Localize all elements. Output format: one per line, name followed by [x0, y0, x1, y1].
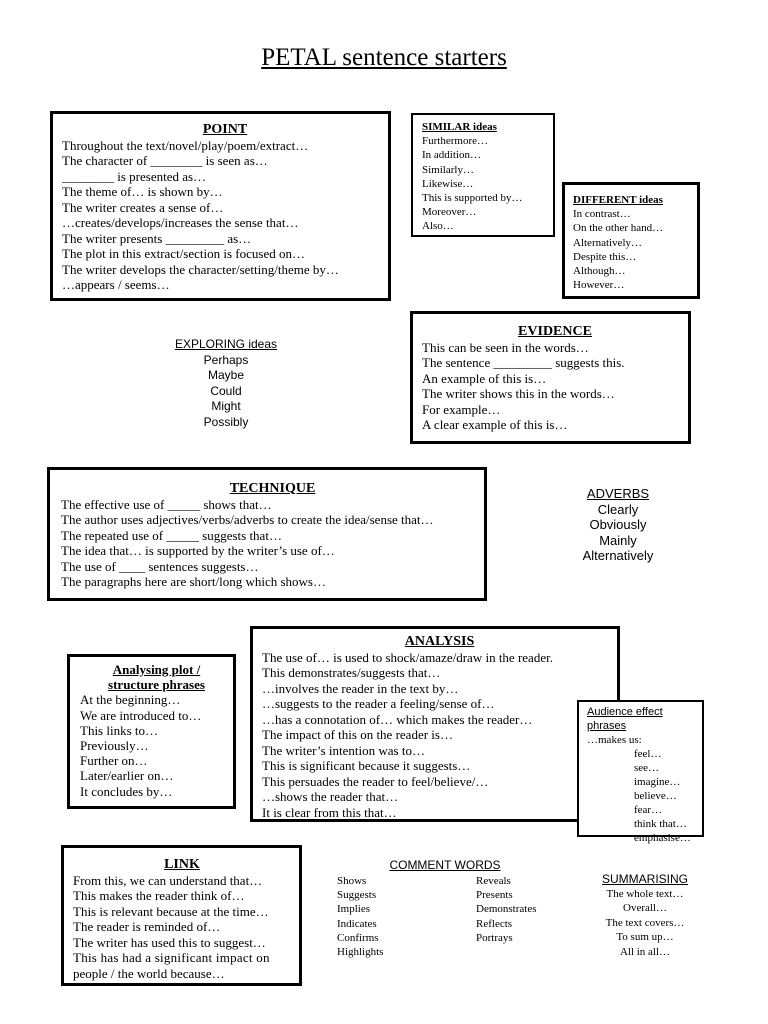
evidence-heading: EVIDENCE [518, 324, 592, 339]
point-line: The writer develops the character/setting/theme by… [62, 261, 339, 277]
link-line: This is relevant because at the time… [73, 903, 269, 919]
similar-line: This is supported by… [422, 192, 523, 205]
similar-line: Similarly… [422, 163, 474, 176]
analysis-line: The use of… is used to shock/amaze/draw in the reader. [262, 649, 553, 665]
comment-word: Suggests [337, 889, 377, 902]
adverbs-line: Clearly [597, 501, 639, 517]
comment-word: Presents [476, 889, 513, 902]
plot-line: It concludes by… [80, 783, 173, 799]
comment-word: Reveals [476, 875, 511, 887]
point-line: The writer presents _________ as… [62, 230, 252, 246]
technique-line: The use of ____ sentences suggests… [61, 558, 259, 574]
audience-line: believe… [634, 790, 677, 802]
analysis-heading: ANALYSIS [404, 634, 475, 649]
analysis-line: It is clear from this that… [262, 804, 397, 820]
audience-line: emphasise… [634, 832, 691, 844]
comment-word: Highlights [337, 946, 384, 959]
similar-line: Also… [422, 220, 454, 233]
technique-box [47, 467, 487, 601]
evidence-line: An example of this is… [422, 370, 547, 386]
summarising-heading: SUMMARISING [601, 872, 688, 886]
comment-word: Indicates [337, 917, 377, 930]
similar-line: In addition… [422, 149, 481, 162]
comment-word: Implies [337, 903, 370, 916]
evidence-box [410, 311, 691, 444]
point-line: The writer creates a sense of… [62, 199, 224, 215]
evidence-line: The writer shows this in the words… [422, 386, 615, 401]
plot-line: Further on… [80, 753, 148, 769]
analysis-line: This is significant because it suggests… [262, 758, 471, 773]
evidence-line: For example… [422, 401, 501, 417]
point-box [50, 111, 391, 301]
audience-heading: Audience effect phrases [587, 706, 663, 732]
exploring-line: Could [210, 383, 242, 398]
link-line: The writer has used this to suggest… [73, 934, 266, 950]
comment-word: Shows [337, 875, 367, 887]
point-line: The theme of… is shown by… [62, 184, 223, 199]
similar-line: Furthermore… [422, 135, 488, 148]
exploring-line: Perhaps [203, 352, 249, 367]
analysis-line: The writer’s intention was to… [262, 742, 425, 758]
exploring-line: Might [211, 399, 241, 413]
adverbs [553, 486, 683, 564]
similar-line: Moreover… [422, 206, 477, 219]
different-line: Alternatively… [573, 236, 643, 249]
plot-line: This links to… [80, 722, 159, 738]
analysis-box [250, 626, 620, 822]
comment-word: Portrays [476, 931, 513, 944]
link-line: people / the world because… [73, 965, 225, 981]
audience-line: think that… [634, 818, 687, 830]
technique-line: The idea that… is supported by the writer’s use of… [61, 543, 335, 558]
summarising-line: To sum up… [616, 931, 674, 944]
comment-words-col1 [337, 874, 383, 959]
point-line: …creates/develops/increases the sense that… [62, 215, 299, 230]
point-line: ________ is presented as… [62, 168, 207, 184]
plot-line: We are introduced to… [80, 707, 202, 723]
analysis-line: The impact of this on the reader is… [262, 727, 453, 742]
plot-heading-line2: structure phrases [108, 677, 205, 693]
different-line: In contrast… [573, 208, 631, 221]
audience-effect-box [577, 700, 704, 844]
summarising-line: Overall… [623, 902, 667, 915]
analysis-line: …shows the reader that… [262, 789, 399, 804]
comment-word: Reflects [476, 917, 513, 930]
audience-intro: …makes us: [587, 734, 642, 746]
different-line: Although… [573, 265, 626, 278]
plot-heading-line1: Analysing plot / [112, 662, 201, 677]
audience-line: see… [634, 762, 660, 774]
analysis-line: This persuades the reader to feel/believe/… [262, 773, 489, 789]
summarising [575, 872, 715, 960]
comment-word: Confirms [337, 931, 379, 944]
link-line: This has had a significant impact on [73, 950, 270, 965]
link-line: The reader is reminded of… [73, 919, 221, 934]
evidence-line: This can be seen in the words… [422, 339, 589, 355]
different-line: However… [573, 279, 625, 292]
point-line: Throughout the text/novel/play/poem/extract… [62, 137, 309, 153]
analysis-line: This demonstrates/suggests that… [262, 665, 441, 680]
summarising-line: The whole text… [606, 887, 684, 900]
similar-heading: SIMILAR ideas [422, 121, 497, 133]
analysis-line: …involves the reader in the text by… [262, 680, 459, 696]
adverbs-heading: ADVERBS [586, 486, 650, 501]
adverbs-line: Obviously [589, 517, 647, 532]
different-line: On the other hand… [573, 222, 664, 235]
exploring-line: Maybe [207, 368, 245, 382]
different-heading: DIFFERENT ideas [573, 194, 663, 206]
different-ideas-box [562, 182, 700, 299]
technique-line: The author uses adjectives/verbs/adverbs to create the idea/sense that… [61, 512, 434, 527]
comment-words-col2 [476, 874, 536, 945]
comment-words-heading: COMMENT WORDS [389, 858, 501, 872]
plot-line: Later/earlier on… [80, 768, 174, 784]
exploring-ideas [156, 337, 296, 430]
similar-ideas-box [411, 113, 555, 237]
exploring-heading: EXPLORING ideas [174, 337, 278, 351]
evidence-line: A clear example of this is… [422, 417, 568, 432]
plot-line: At the beginning… [80, 692, 181, 708]
technique-line: The repeated use of _____ suggests that… [61, 527, 282, 543]
point-heading: POINT [202, 122, 248, 137]
summarising-line: The text covers… [605, 916, 685, 929]
different-line: Despite this… [573, 250, 637, 263]
plot-structure-box [67, 654, 236, 809]
link-box [61, 845, 302, 986]
technique-heading: TECHNIQUE [229, 481, 316, 496]
audience-line: imagine… [634, 776, 681, 788]
plot-line: Previously… [80, 738, 149, 754]
link-line: This makes the reader think of… [73, 888, 245, 903]
summarising-line: All in all… [619, 945, 671, 958]
comment-word: Demonstrates [476, 903, 537, 916]
analysis-line: …has a connotation of… which makes the reader… [262, 711, 533, 727]
technique-line: The effective use of _____ shows that… [61, 496, 272, 512]
exploring-line: Possibly [203, 414, 249, 429]
analysis-line: …suggests to the reader a feeling/sense of… [262, 696, 495, 711]
page-title: PETAL sentence starters [261, 44, 507, 71]
point-line: …appears / seems… [62, 277, 170, 292]
point-line: The character of ________ is seen as… [62, 153, 268, 168]
point-line: The plot in this extract/section is focused on… [62, 246, 305, 261]
audience-line: feel… [634, 748, 662, 760]
link-line: From this, we can understand that… [73, 872, 263, 888]
audience-line: fear… [634, 804, 663, 816]
technique-line: The paragraphs here are short/long which shows… [61, 574, 326, 589]
evidence-line: The sentence _________ suggests this. [422, 355, 625, 370]
adverbs-line: Mainly [599, 532, 637, 548]
similar-line: Likewise… [422, 177, 474, 190]
link-heading: LINK [164, 857, 200, 872]
adverbs-line: Alternatively [582, 548, 654, 563]
